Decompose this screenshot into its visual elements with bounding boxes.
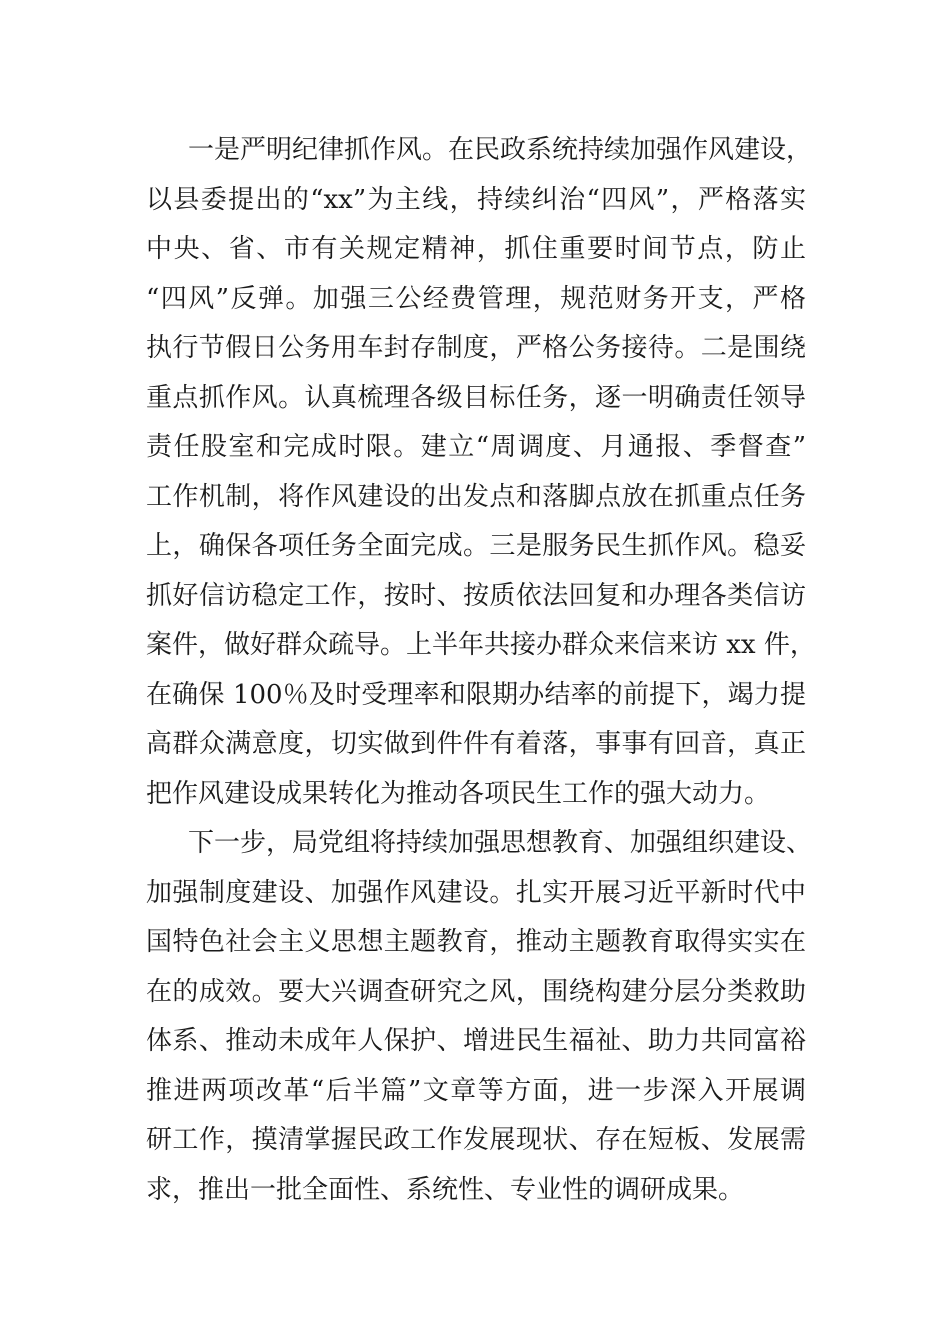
text-line: 体系、推动未成年人保护、增进民生福祉、助力共同富裕 [146,1026,806,1056]
document-body [146,126,816,1215]
text-line: 把作风建设成果转化为推动各项民生工作的强大动力。 [146,778,771,809]
text-line: 中央、省、市有关规定精神，抓住重要时间节点，防止 [146,234,806,264]
text-line: 下一步，局党组将持续加强思想教育、加强组织建设、 [188,828,813,858]
text-line: 上，确保各项任务全面完成。三是服务民生抓作风。稳妥 [146,531,806,561]
text-line: 抓好信访稳定工作，按时、按质依法回复和办理各类信访 [146,580,806,611]
text-line: 国特色社会主义思想主题教育，推动主题教育取得实实在 [146,927,806,957]
text-line: 在确保 100％及时受理率和限期办结率的前提下，竭力提 [146,679,806,710]
text-line: “四风”反弹。加强三公经费管理，规范财务开支，严格 [146,283,806,314]
text-line: 重点抓作风。认真梳理各级目标任务，逐一明确责任领导 [146,382,806,413]
text-line: 加强制度建设、加强作风建设。扎实开展习近平新时代中 [146,877,806,908]
text-line: 求，推出一批全面性、系统性、专业性的调研成果。 [146,1174,745,1205]
text-line: 推进两项改革“后半篇”文章等方面，进一步深入开展调 [146,1075,806,1106]
paragraph-work-style [146,126,816,819]
text-line: 责任股室和完成时限。建立“周调度、月通报、季督查” [146,432,806,462]
text-line: 在的成效。要大兴调查研究之风，围绕构建分层分类救助 [146,976,806,1007]
text-line: 高群众满意度，切实做到件件有着落，事事有回音，真正 [146,729,806,759]
text-line: 执行节假日公务用车封存制度，严格公务接待。二是围绕 [146,333,806,363]
text-line: 研工作，摸清掌握民政工作发展现状、存在短板、发展需 [146,1125,806,1155]
paragraph-next-steps [146,819,813,1215]
text-line: 一是严明纪律抓作风。在民政系统持续加强作风建设， [188,135,813,165]
text-line: 案件，做好群众疏导。上半年共接办群众来信来访 xx 件， [146,630,816,660]
text-line: 工作机制，将作风建设的出发点和落脚点放在抓重点任务 [146,481,806,512]
text-line: 以县委提出的“xx”为主线，持续纠治“四风”，严格落实 [146,184,806,215]
